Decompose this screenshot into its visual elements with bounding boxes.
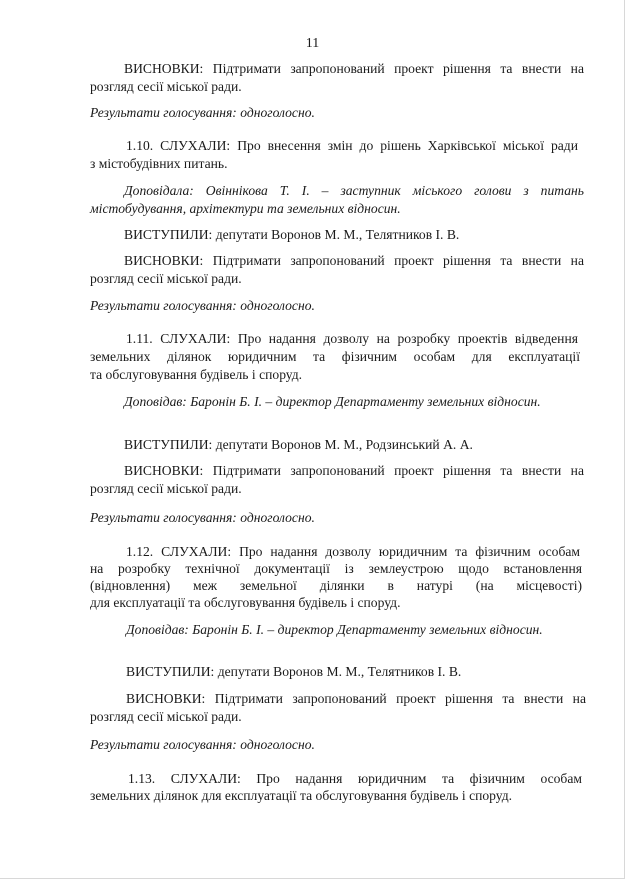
conclusion-1-11-line-1: ВИСНОВКИ: Підтримати запропонований проект рішення та внести на xyxy=(124,463,584,478)
voting-result-1-12: Результати голосування: одноголосно. xyxy=(90,737,315,752)
heard-1-13-line-1: 1.13. СЛУХАЛИ: Про надання юридичним та фізичним особам xyxy=(128,771,582,786)
page-number: 11 xyxy=(305,36,320,51)
heard-1-12-line-4: для експлуатації та обслуговування будівель і споруд. xyxy=(90,595,401,610)
conclusion-1-12-line-1: ВИСНОВКИ: Підтримати запропонований проект рішення та внести на xyxy=(126,691,586,706)
speakers-1-12: ВИСТУПИЛИ: депутати Воронов М. М., Телятников І. В. xyxy=(126,664,462,679)
voting-result-1-11: Результати голосування: одноголосно. xyxy=(90,510,315,525)
reporter-1-10-line-2: містобудування, архітектури та земельних відносин. xyxy=(90,201,401,216)
heard-1-11-line-1: 1.11. СЛУХАЛИ: Про надання дозволу на розробку проектів відведення xyxy=(126,331,578,346)
reporter-1-10-line-1: Доповідала: Овіннікова Т. І. – заступник міського голови з питань xyxy=(124,183,584,198)
conclusion-1-10-line-1: ВИСНОВКИ: Підтримати запропонований проект рішення та внести на xyxy=(124,253,584,268)
conclusion-1-11-line-2: розгляд сесії міської ради. xyxy=(90,481,242,496)
heard-1-12-line-1: 1.12. СЛУХАЛИ: Про надання дозволу юридичним та фізичним особам xyxy=(126,544,580,559)
heard-1-11-line-3: та обслуговування будівель і споруд. xyxy=(90,367,303,382)
voting-result-1-10: Результати голосування: одноголосно. xyxy=(90,298,315,313)
voting-result: Результати голосування: одноголосно. xyxy=(90,105,315,120)
heard-1-12-line-3: (відновлення) меж земельної ділянки в натурі (на місцевості) xyxy=(90,578,582,593)
speakers-1-11: ВИСТУПИЛИ: депутати Воронов М. М., Родзинський А. А. xyxy=(124,437,473,452)
heard-1-10-line-2: з містобудівних питань. xyxy=(90,156,228,171)
reporter-1-11: Доповідав: Баронін Б. І. – директор Департаменту земельних відносин. xyxy=(124,394,541,409)
conclusion-line-2: розгляд сесії міської ради. xyxy=(90,79,242,94)
heard-1-10-line-1: 1.10. СЛУХАЛИ: Про внесення змін до рішень Харківської міської ради xyxy=(126,138,578,153)
heard-1-12-line-2: на розробку технічної документації із землеустрою щодо встановлення xyxy=(90,561,582,576)
conclusion-1-10-line-2: розгляд сесії міської ради. xyxy=(90,271,242,286)
conclusion-1-12-line-2: розгляд сесії міської ради. xyxy=(90,709,242,724)
heard-1-13-line-2: земельних ділянок для експлуатації та обслуговування будівель і споруд. xyxy=(90,788,513,803)
conclusion-line-1: ВИСНОВКИ: Підтримати запропонований проект рішення та внести на xyxy=(124,61,584,76)
reporter-1-12: Доповідав: Баронін Б. І. – директор Департаменту земельних відносин. xyxy=(126,622,543,637)
speakers-1-10: ВИСТУПИЛИ: депутати Воронов М. М., Телятников І. В. xyxy=(124,227,460,242)
heard-1-11-line-2: земельних ділянок юридичним та фізичним особам для експлуатації xyxy=(90,349,580,364)
